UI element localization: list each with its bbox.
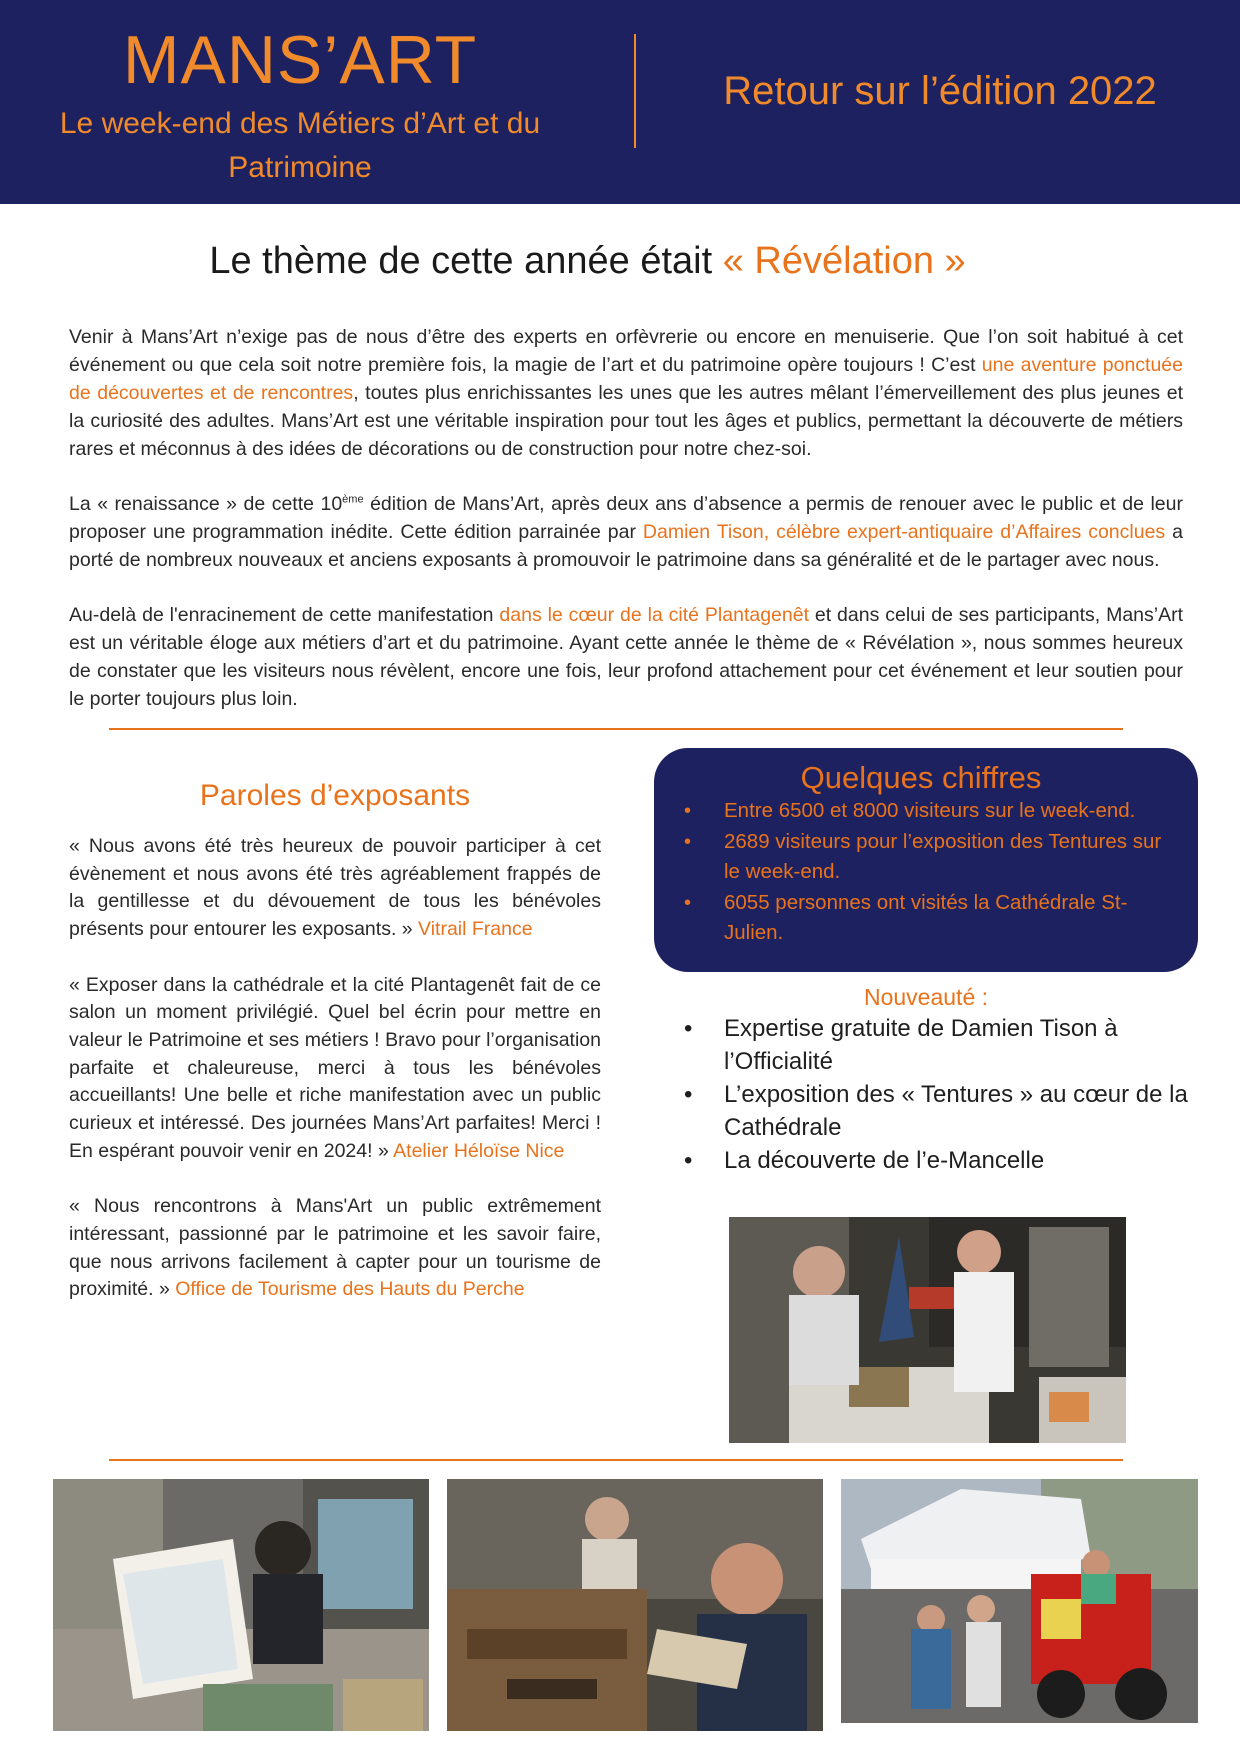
highlight-text: Damien Tison, célèbre expert-antiquaire d’Affaires conclues [642,521,1166,543]
nouveaute-item-text: L’exposition des « Tentures » au cœur de la Cathédrale [724,1081,1188,1141]
stats-item-text: 2689 visiteurs pour l’exposition des Tentures sur le week-end. [724,830,1162,883]
stats-box [654,748,1198,972]
section-divider [109,1459,1123,1461]
brand-title: MANS’ART [122,22,478,98]
bullet-icon: • [684,892,692,914]
header-banner [0,0,1240,204]
intro-paragraph-2 [69,490,1183,574]
quote-text: « Nous rencontrons à Mans'Art un public extrêmement intéressant, passionné par le patrimoine et les savoir faire, que nous arrivons facilement à capter pour un tourisme de proximité. » [69,1195,601,1301]
theme-highlight: « Révélation » [722,240,966,282]
quote-author: Office de Tourisme des Hauts du Perche [175,1278,525,1301]
stats-list [672,796,1170,948]
header-divider [634,34,636,148]
stats-item [672,827,1170,887]
bullet-icon: • [684,1015,693,1042]
text-span: édition de Mans’Art, après deux ans d’absence a permis de renouer avec le public et de leur proposer une programmation inédite. Cette édition parrainée par [69,493,1183,543]
quote-author: Vitrail France [418,918,533,941]
nouveaute-list [684,1012,1194,1177]
intro-paragraph-1 [69,323,1183,463]
bullet-icon: • [684,800,692,822]
quote-author: Atelier Héloïse Nice [393,1139,565,1162]
photo-red-vehicle [841,1479,1198,1723]
bullet-icon: • [684,1081,693,1108]
intro-text [69,323,1183,740]
text-span: a porté de nombreux nouveaux et anciens exposants à promouvoir le patrimoine dans sa généralité et de le partager avec nous. [69,521,1184,571]
edition-title: Retour sur l’édition 2022 [723,69,1157,113]
quote-text: « Exposer dans la cathédrale et la cité Plantagenêt fait de ce salon un moment privilégié. Quel bel écrin pour mettre en valeur le Patrimoine et ses métiers ! Bravo pour l’organisation parfaite et chaleureuse, merci à tous les bénévoles accueillants! Une belle et riche manifestation avec un public curieux et intéressé. Des journées Mans’Art parfaites! Merci ! En espérant pouvoir venir en 2024! » [69,973,601,1162]
bullet-icon: • [684,1147,693,1174]
nouveaute-item [684,1144,1194,1177]
nouveaute-item [684,1012,1194,1078]
quote-2 [69,972,601,1166]
quote-1 [69,833,601,944]
photo-expertise [729,1217,1126,1443]
text-span: , toutes plus enrichissantes les unes que les autres mêlant l’émerveillement des plus jeunes et la curiosité des adultes. Mans’Art est une véritable inspiration pour tout les âges et publics, permettant la découverte de métiers rares et méconnus à des idées de décorations ou de construction pour notre chez-soi. [69,382,1183,460]
text-span: Venir à Mans’Art n’exige pas de nous d’être des experts en orfèvrerie ou encore en menuiserie. Que l’on soit habitué à cet événement ou que cela soit notre première fois, la magie de l’art et du patrimoine opère toujours ! C’est [69,326,1183,376]
photo-artisan-woodwork [447,1479,823,1731]
theme-prefix: Le thème de cette année était [209,240,723,282]
exposants-section [69,772,601,1332]
nouveaute-item-text: Expertise gratuite de Damien Tison à l’Officialité [724,1015,1118,1075]
brand-subtitle: Le week-end des Métiers d’Art et du Patrimoine [59,107,541,184]
highlight-text: une aventure ponctuée de découvertes et de rencontres [69,354,1183,404]
superscript: ème [342,493,364,506]
exposants-title: Paroles d’exposants [199,779,471,812]
stats-item-text: 6055 personnes ont visités la Cathédrale St-Julien. [724,891,1128,944]
stats-item [672,796,1170,826]
stats-item [672,888,1170,948]
highlight-text: dans le cœur de la cité Plantagenêt [499,604,810,626]
nouveaute-item-text: La découverte de l’e-Mancelle [724,1147,1045,1174]
stats-title: Quelques chiffres [800,760,1042,795]
text-span: et dans celui de ses participants, Mans’Art est un véritable éloge aux métiers d’art et du patrimoine. Ayant cette année le thème de « Révélation », nous sommes heureux de constater que les visiteurs nous révèlent, encore une fois, leur profond attachement pour cet événement et leur soutien pour le porter toujours plus loin. [69,604,1184,710]
photo-artisan-drawing [53,1479,429,1731]
theme-heading [0,236,1175,286]
nouveaute-item [684,1078,1194,1144]
section-divider [109,728,1123,730]
nouveaute-title: Nouveauté : [863,984,989,1010]
text-span: La « renaissance » de cette 10 [69,493,343,515]
intro-paragraph-3 [69,601,1183,713]
quote-text: « Nous avons été très heureux de pouvoir participer à cet évènement et nous avons été très agréablement frappés de la gentillesse et du dévouement de tous les bénévoles présents pour entourer les exposants. » [69,835,601,941]
quote-3 [69,1193,601,1304]
bullet-icon: • [684,831,692,853]
stats-item-text: Entre 6500 et 8000 visiteurs sur le week-end. [724,799,1136,822]
text-span: Au-delà de l'enracinement de cette manifestation [69,604,500,626]
